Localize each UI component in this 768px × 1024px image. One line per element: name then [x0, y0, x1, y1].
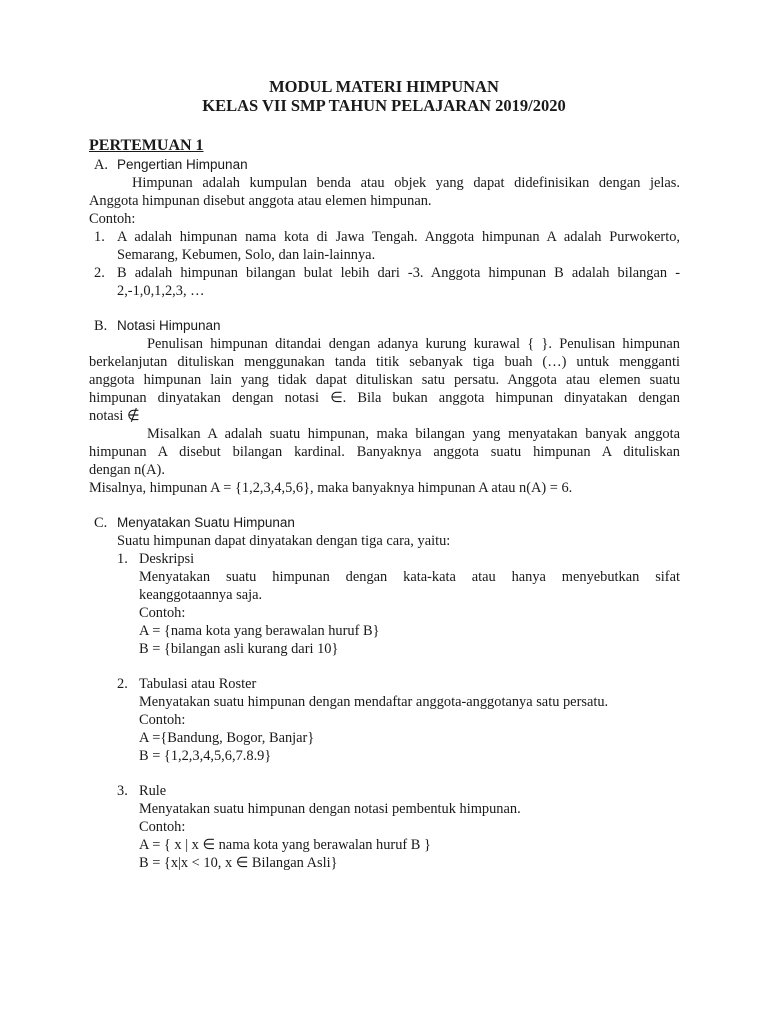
section-a-contoh-label: Contoh:	[89, 211, 136, 227]
section-b-p1-line5: notasi ∉	[89, 408, 140, 424]
section-b-p1-line3: anggota himpunan lain yang tidak dapat dituliskan satu persatu. Anggota atau elemen suatu	[89, 372, 680, 388]
method1-name: Deskripsi	[139, 551, 195, 567]
section-a-item2-line2: 2,-1,0,1,2,3, …	[117, 283, 205, 299]
section-a-item2-number: 2.	[94, 265, 105, 281]
meeting-heading: PERTEMUAN 1	[89, 137, 204, 154]
method3-contoh-label: Contoh:	[139, 819, 186, 835]
section-a-marker: A.	[94, 157, 108, 173]
method2-name: Tabulasi atau Roster	[139, 676, 257, 692]
section-b-p1-line1: Penulisan himpunan ditandai dengan adanya kurung kurawal { }. Penulisan himpunan	[147, 336, 680, 352]
section-b-p2-line3: dengan n(A).	[89, 462, 165, 478]
method1-example-a: A = {nama kota yang berawalan huruf B}	[139, 623, 380, 639]
method1-desc-line1: Menyatakan suatu himpunan dengan kata-kata atau hanya menyebutkan sifat	[139, 569, 680, 585]
section-c-marker: C.	[94, 515, 108, 531]
method2-example-b: B = {1,2,3,4,5,6,7.8.9}	[139, 748, 272, 764]
section-a-paragraph-line2: Anggota himpunan disebut anggota atau elemen himpunan.	[89, 193, 432, 209]
section-a-item1-line2: Semarang, Kebumen, Solo, dan lain-lainnya.	[117, 247, 376, 263]
method2-contoh-label: Contoh:	[139, 712, 186, 728]
method1-number: 1.	[117, 551, 128, 567]
method3-name: Rule	[139, 783, 167, 799]
section-b-heading: Notasi Himpunan	[117, 318, 221, 333]
method1-example-b: B = {bilangan asli kurang dari 10}	[139, 641, 339, 657]
section-c-heading: Menyatakan Suatu Himpunan	[117, 515, 295, 530]
method2-number: 2.	[117, 676, 128, 692]
section-a-item2-line1: B adalah himpunan bilangan bulat lebih dari -3. Anggota himpunan B adalah bilangan -	[117, 265, 680, 281]
section-a-heading: Pengertian Himpunan	[117, 157, 248, 172]
method1-desc-line2: keanggotaannya saja.	[139, 587, 263, 603]
section-b-p3: Misalnya, himpunan A = {1,2,3,4,5,6}, maka banyaknya himpunan A atau n(A) = 6.	[89, 480, 573, 496]
section-b-marker: B.	[94, 318, 108, 334]
method3-number: 3.	[117, 783, 128, 799]
method3-desc-line1: Menyatakan suatu himpunan dengan notasi pembentuk himpunan.	[139, 801, 521, 817]
section-c-intro: Suatu himpunan dapat dinyatakan dengan tiga cara, yaitu:	[117, 533, 451, 549]
section-a-item1-number: 1.	[94, 229, 105, 245]
method2-desc-line1: Menyatakan suatu himpunan dengan mendaftar anggota-anggotanya satu persatu.	[139, 694, 609, 710]
method3-example-b: B = {x|x < 10, x ∈ Bilangan Asli}	[139, 855, 338, 871]
document-title-line2: KELAS VII SMP TAHUN PELAJARAN 2019/2020	[202, 96, 566, 115]
method2-example-a: A ={Bandung, Bogor, Banjar}	[139, 730, 315, 746]
section-b-p1-line4: himpunan dinyatakan dengan notasi ∈. Bila bukan anggota himpunan dinyatakan dengan	[89, 390, 680, 406]
section-b-p1-line2: berkelanjutan dituliskan menggunakan tanda titik sebanyak tiga buah (…) untuk mengganti	[89, 354, 680, 370]
document-title-line1: MODUL MATERI HIMPUNAN	[269, 77, 499, 96]
method3-example-a: A = { x | x ∈ nama kota yang berawalan huruf B }	[139, 837, 431, 853]
section-b-p2-line1: Misalkan A adalah suatu himpunan, maka bilangan yang menyatakan banyak anggota	[147, 426, 680, 442]
section-a-paragraph-line1: Himpunan adalah kumpulan benda atau objek yang dapat didefinisikan dengan jelas.	[132, 175, 680, 191]
method1-contoh-label: Contoh:	[139, 605, 186, 621]
section-a-item1-line1: A adalah himpunan nama kota di Jawa Tengah. Anggota himpunan A adalah Purwokerto,	[117, 229, 680, 245]
section-b-p2-line2: himpunan A disebut bilangan kardinal. Banyaknya anggota suatu himpunan A dituliskan	[89, 444, 680, 460]
